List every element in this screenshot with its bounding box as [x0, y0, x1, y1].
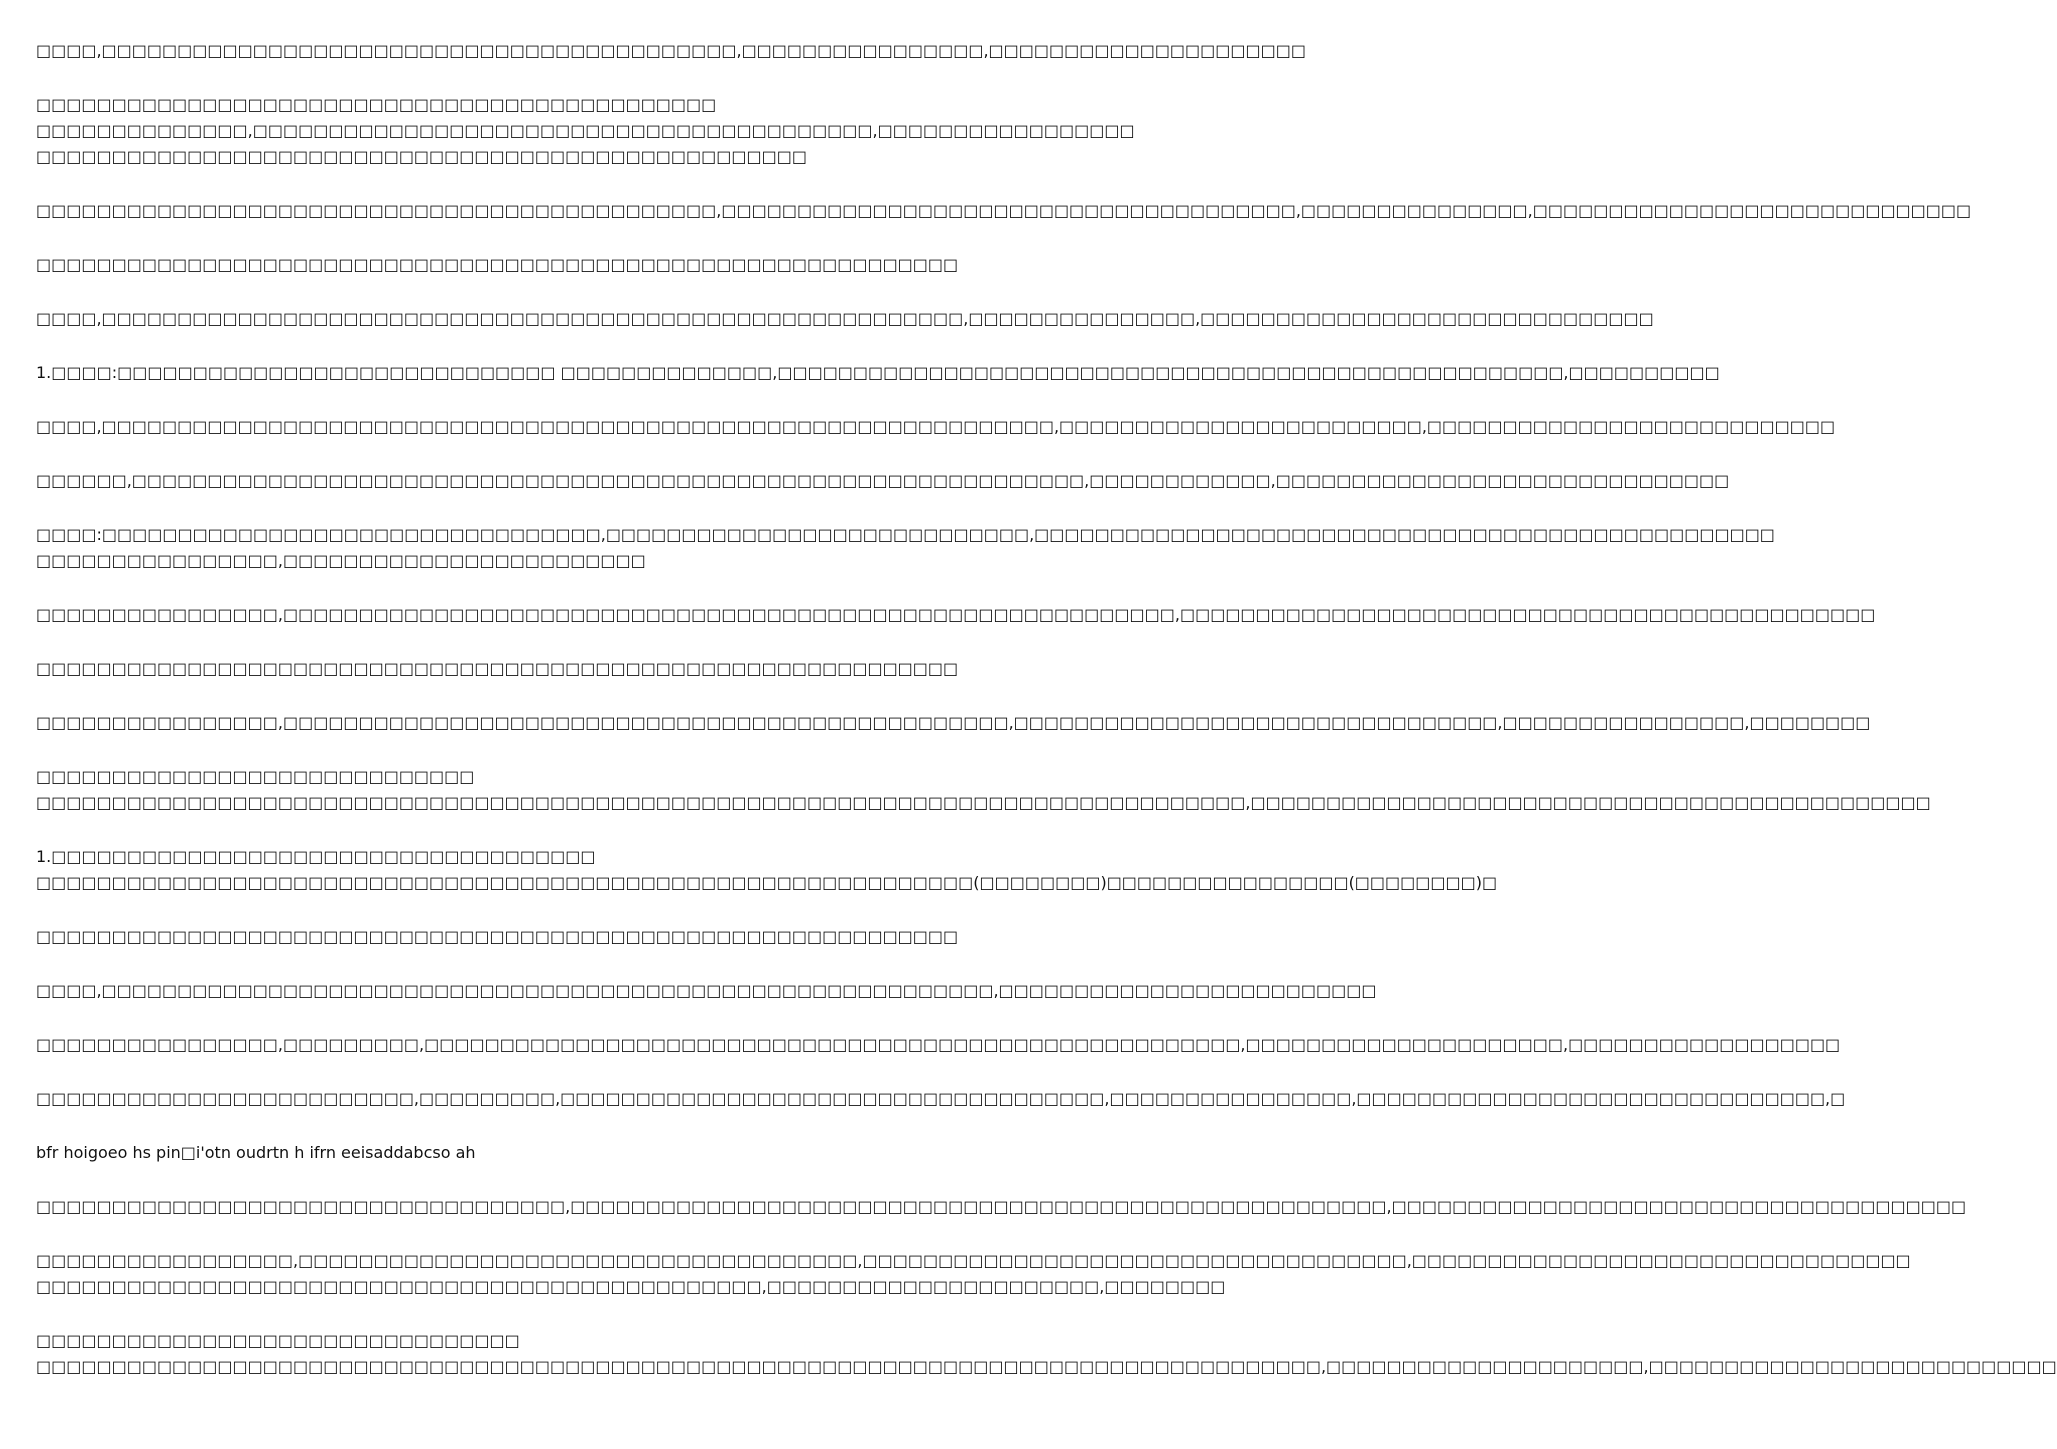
- paragraph: [36, 844, 1498, 896]
- text-line: □□□□□□□□□□□□□□□□,□□□□□□□□□□□□□□□□□□□□□□□□: [36, 551, 646, 570]
- text-line: □□□□□□□□□□□□□□□□□□□□□□□□□□□□□□□□□□□□□□□□□□□□□□□□□□□□□□□□□□□□□□□□□□□□□□□□□□□□□□□□□□□□□,□□□□□□□□□□□□□□□□□□□□□,□□□□□□□□□□□□□□□□□□□□□□□□□□□: [36, 1357, 2057, 1376]
- text-line: □□□□□□□□□□□□□□□□□□□□□□□□□□□□□: [36, 767, 475, 786]
- paragraph: [36, 360, 1720, 386]
- paragraph: [36, 1140, 990, 1166]
- paragraph: [36, 198, 1972, 224]
- text-line: □□□□□□□□□□□□□□□□□□□□□□□□□□□□□□□□□□□□□□□□□□□□□: [36, 95, 717, 114]
- paragraph: [36, 978, 1377, 1004]
- text-line: □□□□,□□□□□□□□□□□□□□□□□□□□□□□□□□□□□□□□□□□□□□□□□□□□□□□□□□□□□□□□□□□□□□□,□□□□□□□□□□□□□□□□□□□□□□□□,□□□□□□□□□□□□□□□□□□□□□□□□□□□: [36, 417, 1836, 436]
- text-line: □□□□□□□□□□□□□□□□□□□□□□□□□□□□□□□□□□□□□□□□□□□□□,□□□□□□□□□□□□□□□□□□□□□□□□□□□□□□□□□□□□□□,□□□□□□□□□□□□□□□,□□□□□□□□□□□□□□□□□□□□□□□□□□□□□: [36, 201, 1972, 220]
- paragraph: [36, 252, 990, 278]
- paragraph: [36, 522, 1775, 574]
- paragraph: [36, 306, 1654, 332]
- text-line: □□□□□□□□□□□□□□□□□□□□□□□□□□□□□□□□□□□□□□□□□□□□□□□□,□□□□□□□□□□□□□□□□□□□□□□,□□□□□□□□: [36, 1277, 1226, 1296]
- document-body: [36, 38, 2057, 1408]
- text-line: □□□□□□□□□□□□□□□□□□□□□□□□□□□□□□□□: [36, 1331, 520, 1350]
- text-line: □□□□,□□□□□□□□□□□□□□□□□□□□□□□□□□□□□□□□□□□□□□□□□□□□□□□□□□□□□□□□□□□,□□□□□□□□□□□□□□□□□□□□□□□□□: [36, 981, 1377, 1000]
- text-line: bfr hoigoeo hs pin□i'otn oudrtn h ifrn eeisaddabcso ah: [36, 1143, 476, 1162]
- text-line: □□□□□□□□□□□□□□□□□□□□□□□□□□□□□□□□□□□□□□□□□□□□□□□□□□□□□□□□□□□□□□(□□□□□□□□)□□□□□□□□□□□□□□□□(□□□□□□□□)□: [36, 873, 1498, 892]
- text-line: 1.□□□□□□□□□□□□□□□□□□□□□□□□□□□□□□□□□□□□: [36, 847, 596, 866]
- paragraph: [36, 1328, 2057, 1380]
- paragraph: [36, 764, 1931, 816]
- text-line: □□□□□□□□□□□□□□□□□□□□□□□□□□□□□□□□□□□□□□□□□□□□□□□□□□□□□□□□□□□□□: [36, 659, 959, 678]
- paragraph: [36, 1248, 1911, 1300]
- paragraph: [36, 1194, 1967, 1220]
- text-line: □□□□□□□□□□□□□□□□□□□□□□□□□□□□□□□□□□□,□□□□□□□□□□□□□□□□□□□□□□□□□□□□□□□□□□□□□□□□□□□□□□□□□□□□□□,□□□□□□□□□□□□□□□□□□□□□□□□□□□□□□□□□□□□□□: [36, 1197, 1967, 1216]
- paragraph: [36, 710, 1871, 736]
- text-line: □□□□□□□□□□□□□□,□□□□□□□□□□□□□□□□□□□□□□□□□□□□□□□□□□□□□□□□□,□□□□□□□□□□□□□□□□□: [36, 121, 1135, 140]
- paragraph: [36, 1086, 1846, 1112]
- text-line: □□□□,□□□□□□□□□□□□□□□□□□□□□□□□□□□□□□□□□□□□□□□□□□,□□□□□□□□□□□□□□□□,□□□□□□□□□□□□□□□□□□□□□: [36, 41, 1306, 60]
- text-line: □□□□□□,□□□□□□□□□□□□□□□□□□□□□□□□□□□□□□□□□□□□□□□□□□□□□□□□□□□□□□□□□□□□□□□,□□□□□□□□□□□□,□□□□□□□□□□□□□□□□□□□□□□□□□□□□□□: [36, 471, 1730, 490]
- text-line: □□□□□□□□□□□□□□□□,□□□□□□□□□□□□□□□□□□□□□□□□□□□□□□□□□□□□□□□□□□□□□□□□□□□□□□□□□□□,□□□□□□□□□□□□□□□□□□□□□□□□□□□□□□□□□□□□□□□□□□□□□□: [36, 605, 1876, 624]
- paragraph: [36, 656, 990, 682]
- text-line: 1.□□□□:□□□□□□□□□□□□□□□□□□□□□□□□□□□□□ □□□□□□□□□□□□□□,□□□□□□□□□□□□□□□□□□□□□□□□□□□□□□□□□□□□□□□□□□□□□□□□□□□□,□□□□□□□□□□: [36, 363, 1720, 382]
- text-line: □□□□□□□□□□□□□□□□□□□□□□□□□,□□□□□□□□□,□□□□□□□□□□□□□□□□□□□□□□□□□□□□□□□□□□□□,□□□□□□□□□□□□□□□□,□□□□□□□□□□□□□□□□□□□□□□□□□□□□□□□,□: [36, 1089, 1846, 1108]
- text-line: □□□□,□□□□□□□□□□□□□□□□□□□□□□□□□□□□□□□□□□□□□□□□□□□□□□□□□□□□□□□□□,□□□□□□□□□□□□□□□,□□□□□□□□□□□□□□□□□□□□□□□□□□□□□□: [36, 309, 1654, 328]
- text-line: □□□□□□□□□□□□□□□□□□□□□□□□□□□□□□□□□□□□□□□□□□□□□□□□□□□□□□□□□□□□□: [36, 255, 959, 274]
- text-line: □□□□□□□□□□□□□□□□,□□□□□□□□□□□□□□□□□□□□□□□□□□□□□□□□□□□□□□□□□□□□□□□□,□□□□□□□□□□□□□□□□□□□□□□□□□□□□□□□□,□□□□□□□□□□□□□□□□,□□□□□□□□: [36, 713, 1871, 732]
- text-line: □□□□:□□□□□□□□□□□□□□□□□□□□□□□□□□□□□□□□□,□□□□□□□□□□□□□□□□□□□□□□□□□□□□,□□□□□□□□□□□□□□□□□□□□□□□□□□□□□□□□□□□□□□□□□□□□□□□□□: [36, 525, 1775, 544]
- paragraph: [36, 1032, 1841, 1058]
- paragraph: [36, 468, 1730, 494]
- text-line: □□□□□□□□□□□□□□□□□□□□□□□□□□□□□□□□□□□□□□□□□□□□□□□□□□□: [36, 147, 807, 166]
- text-line: □□□□□□□□□□□□□□□□□,□□□□□□□□□□□□□□□□□□□□□□□□□□□□□□□□□□□□□,□□□□□□□□□□□□□□□□□□□□□□□□□□□□□□□□□□□□,□□□□□□□□□□□□□□□□□□□□□□□□□□□□□□□□□: [36, 1251, 1911, 1270]
- text-line: □□□□□□□□□□□□□□□□□□□□□□□□□□□□□□□□□□□□□□□□□□□□□□□□□□□□□□□□□□□□□□□□□□□□□□□□□□□□□□□□,□□□□□□□□□□□□□□□□□□□□□□□□□□□□□□□□□□□□□□□□□□□□□: [36, 793, 1931, 812]
- paragraph: [36, 602, 1876, 628]
- paragraph: [36, 38, 1306, 64]
- paragraph: [36, 414, 1836, 440]
- text-line: □□□□□□□□□□□□□□□□□□□□□□□□□□□□□□□□□□□□□□□□□□□□□□□□□□□□□□□□□□□□□: [36, 927, 959, 946]
- paragraph: [36, 924, 990, 950]
- text-line: □□□□□□□□□□□□□□□□,□□□□□□□□□,□□□□□□□□□□□□□□□□□□□□□□□□□□□□□□□□□□□□□□□□□□□□□□□□□□□□□□,□□□□□□□□□□□□□□□□□□□□□,□□□□□□□□□□□□□□□□□□: [36, 1035, 1841, 1054]
- paragraph: [36, 92, 1135, 170]
